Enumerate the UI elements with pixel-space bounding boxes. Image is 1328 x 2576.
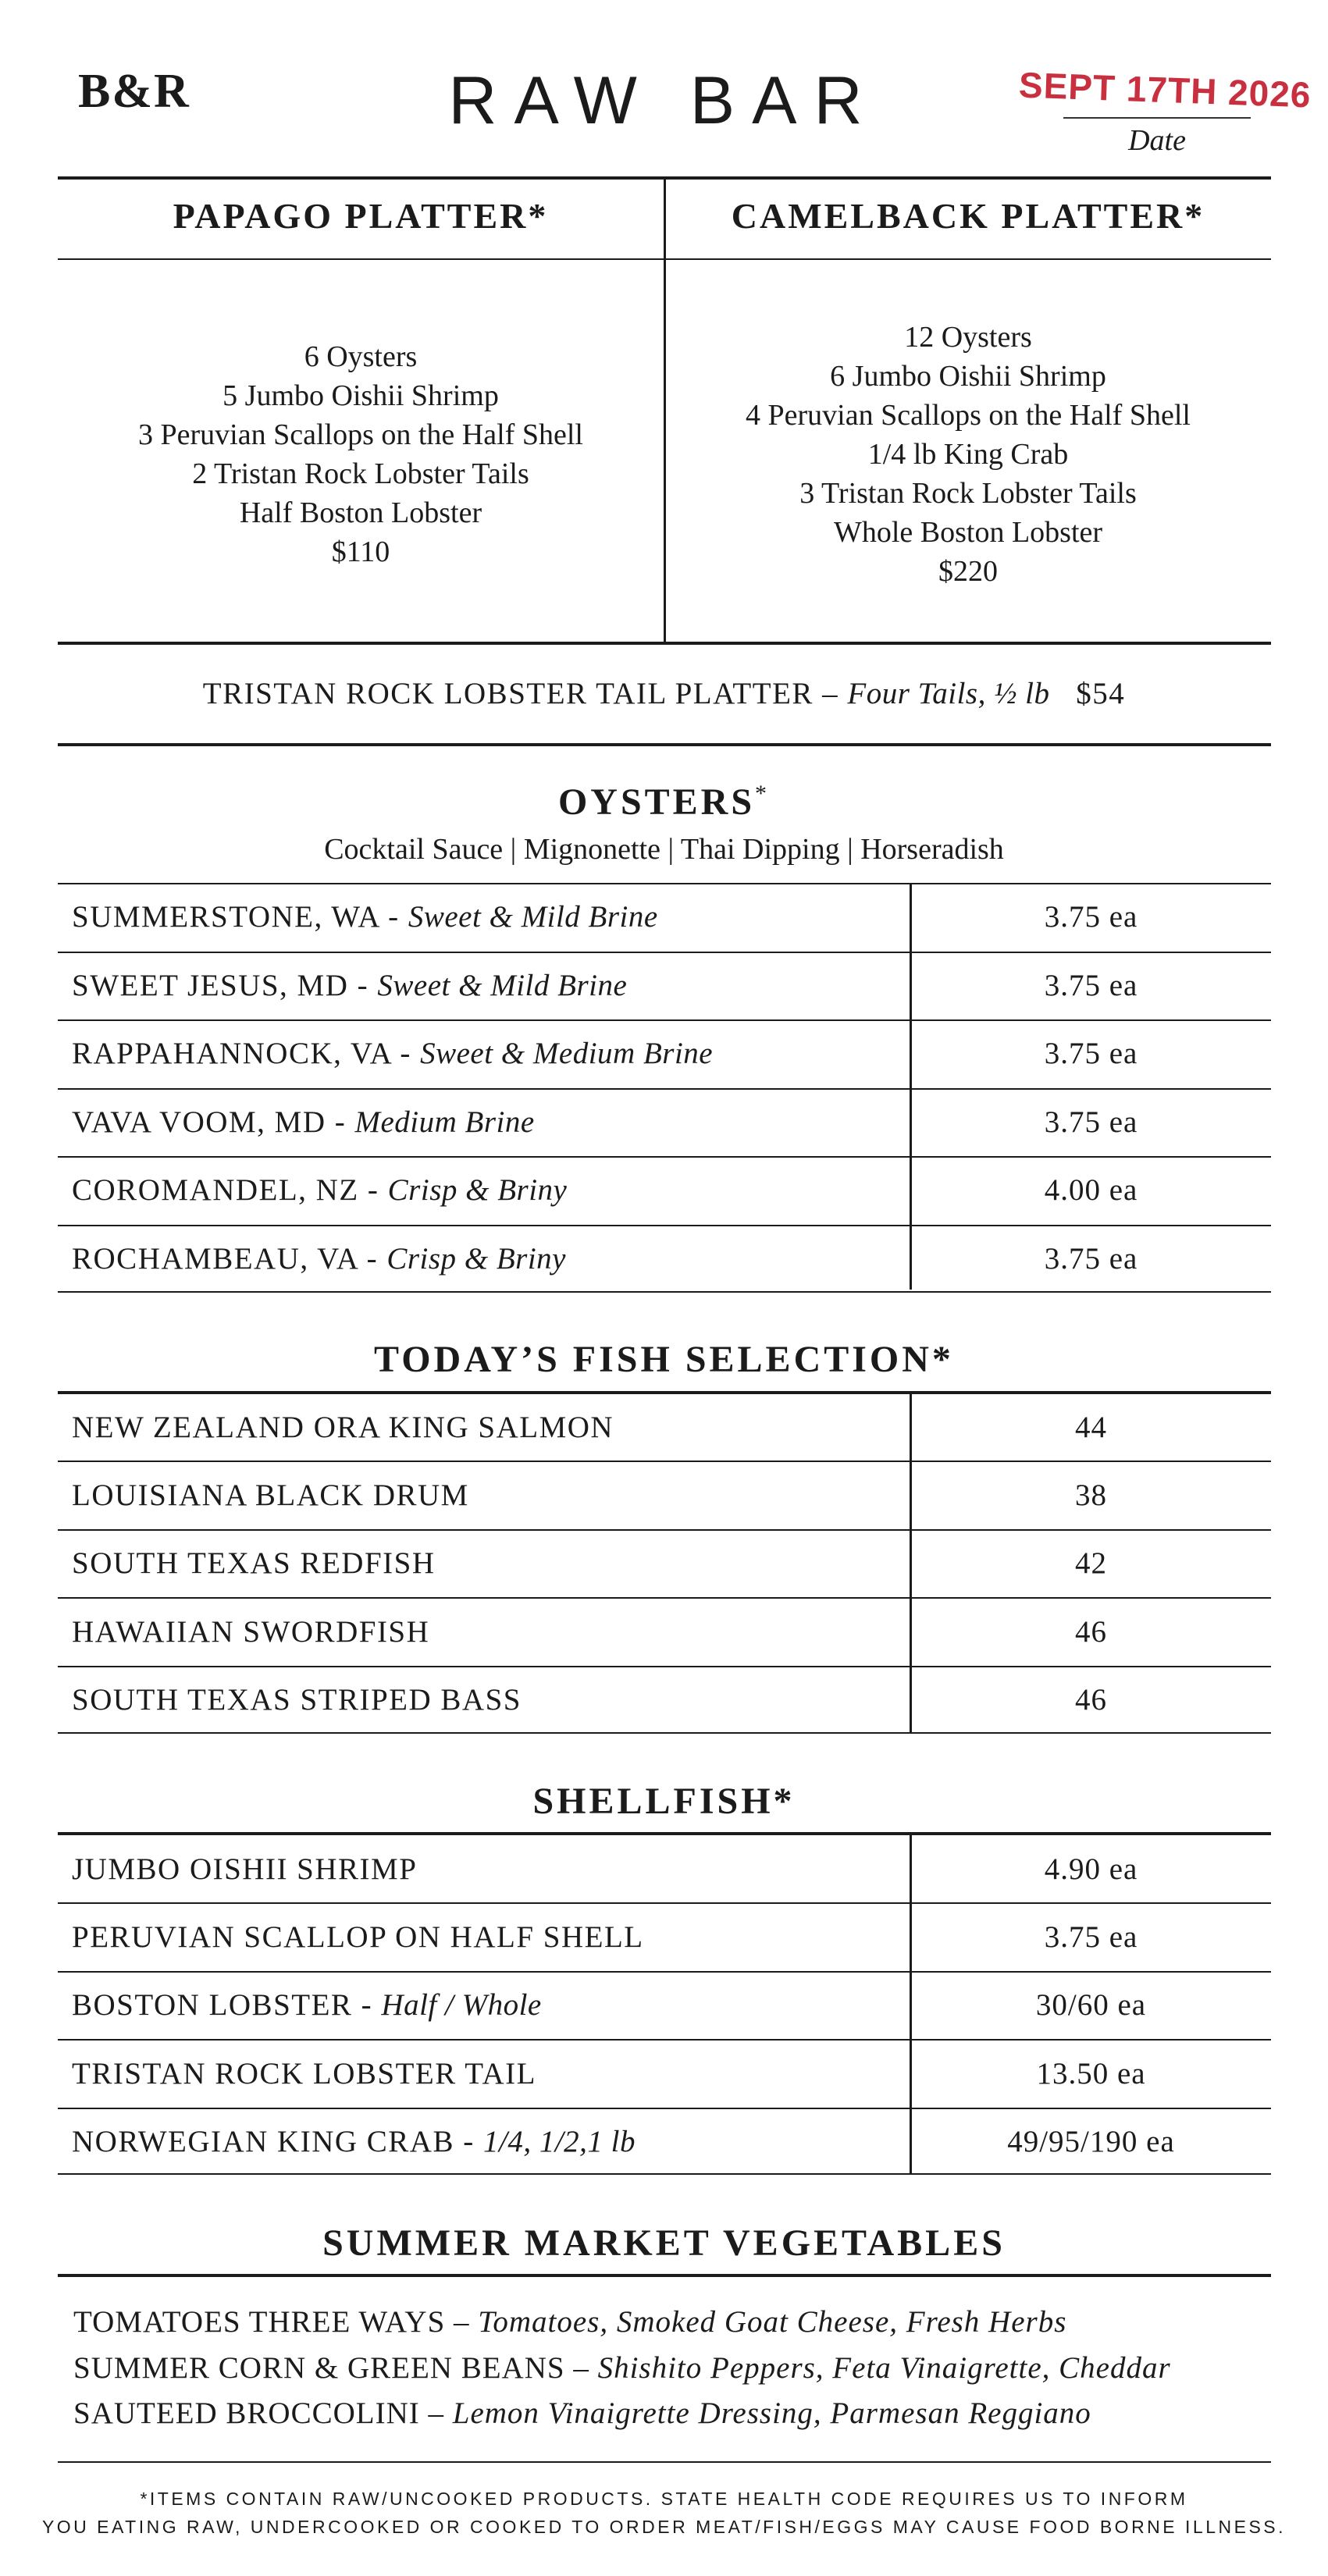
vegetable-item: SUMMER CORN & GREEN BEANS – Shishito Peppers, Feta Vinaigrette, Cheddar <box>73 2351 1171 2385</box>
oyster-price: 3.75 ea <box>1044 1242 1138 1276</box>
vegetable-name: SAUTEED BROCCOLINI <box>73 2396 420 2430</box>
papago-platter-items <box>58 337 664 571</box>
platter-item: 3 Tristan Rock Lobster Tails <box>799 477 1137 510</box>
table-border <box>58 1832 1271 1835</box>
row-divider <box>58 1019 1271 1021</box>
oyster-price: 3.75 ea <box>1044 900 1138 934</box>
fish-name: SOUTH TEXAS STRIPED BASS <box>72 1683 522 1717</box>
oyster-name: RAPPAHANNOCK, VA <box>72 1037 392 1070</box>
platter-item: Whole Boston Lobster <box>833 516 1103 549</box>
row-divider <box>58 2108 1271 2109</box>
shellfish-price: 30/60 ea <box>1035 1988 1147 2022</box>
oyster-price: 4.00 ea <box>1044 1173 1138 1207</box>
platter-item: 1/4 lb King Crab <box>867 438 1069 471</box>
oyster-row: ROCHAMBEAU, VA - Crisp & Briny <box>72 1242 566 1276</box>
oyster-desc: Sweet & Mild Brine <box>377 969 628 1002</box>
row-divider <box>58 1461 1271 1462</box>
platter-item: 6 Oysters <box>304 340 418 373</box>
row-divider <box>58 1666 1271 1667</box>
health-disclaimer-line-2: YOU EATING RAW, UNDERCOOKED OR COOKED TO ORDER MEAT/FISH/EGGS MAY CAUSE FOOD BORNE ILLNESS. <box>41 2517 1287 2537</box>
lobster-tail-platter-price: $54 <box>1076 677 1126 710</box>
oyster-desc: Medium Brine <box>354 1105 535 1139</box>
shellfish-price: 4.90 ea <box>1044 1852 1138 1886</box>
table-border <box>58 2173 1271 2175</box>
row-divider <box>58 1156 1271 1158</box>
fish-name: NEW ZEALAND ORA KING SALMON <box>72 1411 614 1444</box>
restaurant-logo: B&R <box>78 65 190 118</box>
fish-title: TODAY’S FISH SELECTION* <box>374 1339 954 1380</box>
shellfish-price: 49/95/190 ea <box>1007 2125 1175 2158</box>
lobster-tail-platter <box>0 676 1328 711</box>
divider <box>58 2461 1271 2463</box>
fish-name: LOUISIANA BLACK DRUM <box>72 1478 469 1512</box>
oyster-name: SWEET JESUS, MD <box>72 969 349 1002</box>
oyster-name: ROCHAMBEAU, VA <box>72 1242 358 1276</box>
shellfish-name: PERUVIAN SCALLOP ON HALF SHELL <box>72 1920 644 1954</box>
health-disclaimer-line-1: *ITEMS CONTAIN RAW/UNCOOKED PRODUCTS. STATE HEALTH CODE REQUIRES US TO INFORM <box>140 2489 1188 2509</box>
shellfish-title: SHELLFISH* <box>532 1781 796 1822</box>
vegetable-item: TOMATOES THREE WAYS – Tomatoes, Smoked Goat Cheese, Fresh Herbs <box>73 2305 1067 2339</box>
platter-item: Half Boston Lobster <box>239 496 482 529</box>
platter-item: 2 Tristan Rock Lobster Tails <box>192 457 529 490</box>
oysters-asterisk: * <box>755 781 771 806</box>
shellfish-name: BOSTON LOBSTER <box>72 1988 353 2022</box>
shellfish-name: TRISTAN ROCK LOBSTER TAIL <box>72 2057 536 2090</box>
fish-name: SOUTH TEXAS REDFISH <box>72 1546 436 1580</box>
oyster-row: COROMANDEL, NZ - Crisp & Briny <box>72 1173 568 1207</box>
fish-name: HAWAIIAN SWORDFISH <box>72 1615 430 1649</box>
shellfish-name: NORWEGIAN KING CRAB <box>72 2125 454 2158</box>
platter-price: $110 <box>331 535 390 568</box>
platter-item: 12 Oysters <box>904 321 1032 354</box>
table-border <box>58 1291 1271 1293</box>
oyster-price: 3.75 ea <box>1044 969 1138 1002</box>
vegetable-desc: Shishito Peppers, Feta Vinaigrette, Cheddar <box>597 2351 1171 2385</box>
row-divider <box>58 1088 1271 1090</box>
shellfish-price: 13.50 ea <box>1036 2057 1146 2090</box>
row-divider <box>58 1597 1271 1599</box>
camelback-platter-items <box>665 318 1271 591</box>
page-title: RAW BAR <box>448 63 880 138</box>
separator: – <box>813 677 848 710</box>
oyster-row: RAPPAHANNOCK, VA - Sweet & Medium Brine <box>72 1037 714 1070</box>
date-label: Date <box>1128 124 1186 157</box>
oyster-desc: Sweet & Mild Brine <box>408 900 658 934</box>
platter-item: 4 Peruvian Scallops on the Half Shell <box>746 399 1191 432</box>
oyster-price: 3.75 ea <box>1044 1037 1138 1070</box>
table-border <box>58 1732 1271 1734</box>
vegetable-name: SUMMER CORN & GREEN BEANS <box>73 2351 565 2385</box>
fish-price: 46 <box>1075 1615 1107 1649</box>
oysters-title <box>0 781 1328 824</box>
oyster-desc: Crisp & Briny <box>386 1242 566 1276</box>
vegetable-desc: Lemon Vinaigrette Dressing, Parmesan Reggiano <box>452 2396 1091 2430</box>
table-border <box>58 883 1271 884</box>
shellfish-desc: Half / Whole <box>381 1988 542 2022</box>
platter-item: 6 Jumbo Oishii Shrimp <box>830 360 1106 393</box>
oyster-price: 3.75 ea <box>1044 1105 1138 1139</box>
vegetable-desc: Tomatoes, Smoked Goat Cheese, Fresh Herbs <box>478 2305 1067 2339</box>
vegetable-name: TOMATOES THREE WAYS <box>73 2305 446 2339</box>
lobster-tail-platter-name: TRISTAN ROCK LOBSTER TAIL PLATTER <box>202 677 814 710</box>
oyster-row: SUMMERSTONE, WA - Sweet & Mild Brine <box>72 900 658 934</box>
oyster-name: SUMMERSTONE, WA <box>72 900 379 934</box>
row-divider <box>58 1902 1271 1904</box>
vegetable-item: SAUTEED BROCCOLINI – Lemon Vinaigrette Dressing, Parmesan Reggiano <box>73 2396 1091 2430</box>
oysters-title-text: OYSTERS <box>557 781 756 823</box>
oyster-row: VAVA VOOM, MD - Medium Brine <box>72 1105 535 1139</box>
row-divider <box>58 2039 1271 2041</box>
price-column-divider <box>910 884 912 1290</box>
divider <box>58 642 1271 645</box>
row-divider <box>58 1225 1271 1226</box>
date-underline <box>1063 117 1251 119</box>
shellfish-row: NORWEGIAN KING CRAB - 1/4, 1/2,1 lb <box>72 2125 636 2158</box>
oyster-desc: Crisp & Briny <box>387 1173 568 1207</box>
fish-price: 44 <box>1075 1411 1107 1444</box>
shellfish-row: BOSTON LOBSTER - Half / Whole <box>72 1988 542 2022</box>
fish-price: 38 <box>1075 1478 1107 1512</box>
fish-price: 46 <box>1075 1683 1107 1717</box>
row-divider <box>58 1529 1271 1531</box>
row-divider <box>58 952 1271 953</box>
papago-platter-title: PAPAGO PLATTER* <box>173 196 549 236</box>
oyster-desc: Sweet & Medium Brine <box>420 1037 714 1070</box>
oyster-row: SWEET JESUS, MD - Sweet & Mild Brine <box>72 969 628 1002</box>
table-border <box>58 1391 1271 1394</box>
oyster-sauces: Cocktail Sauce | Mignonette | Thai Dipping | Horseradish <box>324 833 1004 866</box>
platter-item: 3 Peruvian Scallops on the Half Shell <box>138 418 583 451</box>
lobster-tail-platter-desc: Four Tails, ½ lb <box>847 677 1050 710</box>
shellfish-desc: 1/4, 1/2,1 lb <box>483 2125 636 2158</box>
shellfish-name: JUMBO OISHII SHRIMP <box>72 1852 418 1886</box>
row-divider <box>58 1971 1271 1973</box>
vegetables-title: SUMMER MARKET VEGETABLES <box>322 2222 1006 2264</box>
date-stamp: SEPT 17TH 2026 <box>1018 64 1312 116</box>
shellfish-price: 3.75 ea <box>1044 1920 1138 1954</box>
divider <box>58 2274 1271 2277</box>
oyster-name: COROMANDEL, NZ <box>72 1173 359 1207</box>
divider <box>58 743 1271 746</box>
platter-item: 5 Jumbo Oishii Shrimp <box>223 379 499 412</box>
oyster-name: VAVA VOOM, MD <box>72 1105 326 1139</box>
platter-price: $220 <box>938 555 998 588</box>
fish-price: 42 <box>1075 1546 1107 1580</box>
camelback-platter-title: CAMELBACK PLATTER* <box>731 196 1205 236</box>
